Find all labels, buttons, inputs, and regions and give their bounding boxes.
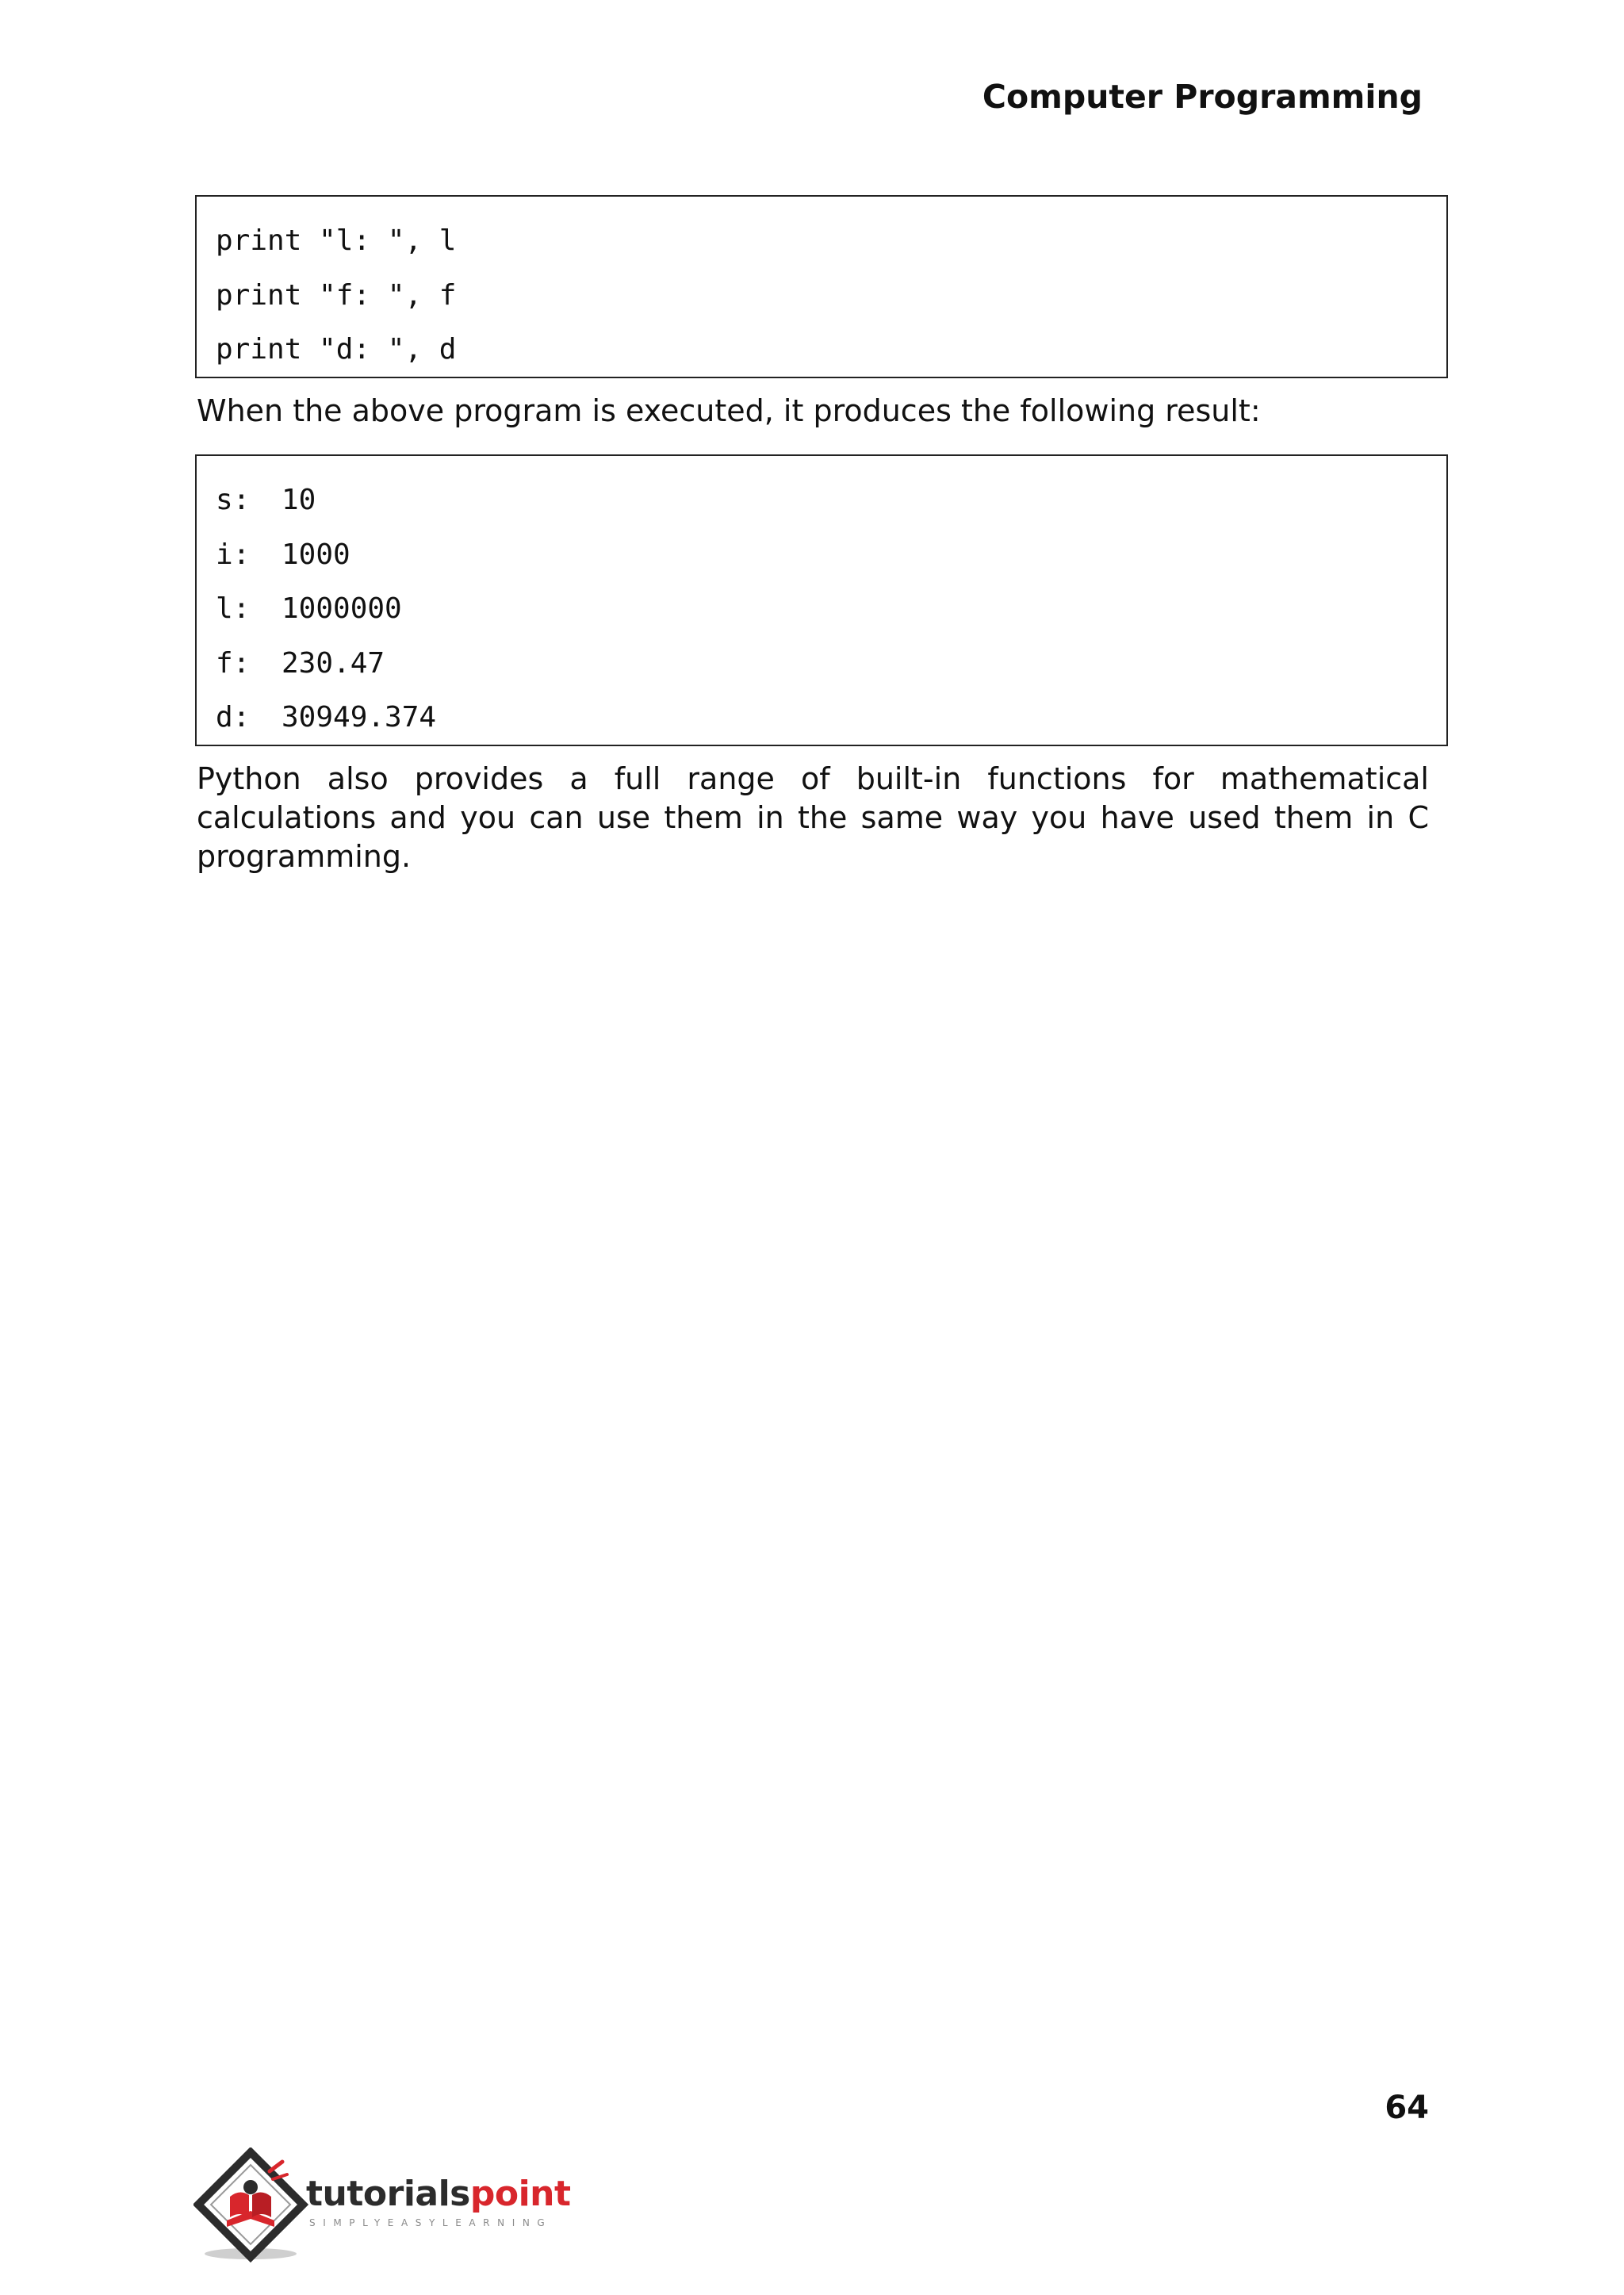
tutorialspoint-logo <box>193 2147 590 2266</box>
code-block <box>195 195 1448 378</box>
output-line <box>216 473 1446 528</box>
page-header-title: Computer Programming <box>982 78 1423 116</box>
logo-wordmark-part2: point <box>469 2174 571 2214</box>
output-value: 10 <box>282 484 316 516</box>
body-paragraph: Python also provides a full range of built-in functions for mathematical calculations and you can use them in the same way you have used them in C programming. <box>197 761 1429 874</box>
output-block <box>195 454 1448 746</box>
output-value: 30949.374 <box>282 701 437 734</box>
intro-text: When the above program is executed, it produces the following result: <box>197 393 1261 428</box>
logo-emblem-icon <box>193 2147 312 2266</box>
output-key: f: <box>216 646 251 680</box>
output-key: d: <box>216 701 251 734</box>
output-line <box>216 637 1446 692</box>
code-line: print "l: ", l <box>216 224 457 257</box>
output-value: 1000000 <box>282 592 402 625</box>
output-line <box>216 582 1446 637</box>
output-value: 230.47 <box>282 646 385 680</box>
logo-tagline: SIMPLYEASYLEARNING <box>309 2217 553 2228</box>
code-line: print "d: ", d <box>216 333 457 366</box>
logo-wordmark <box>306 2174 571 2214</box>
output-value: 1000 <box>282 538 350 571</box>
output-line <box>216 528 1446 583</box>
logo-wordmark-part1: tutorials <box>306 2174 470 2214</box>
output-key: l: <box>216 592 251 625</box>
page-number: 64 <box>1385 2090 1429 2126</box>
output-line <box>216 691 1446 745</box>
output-key: i: <box>216 538 251 571</box>
output-key: s: <box>216 484 251 516</box>
code-line: print "f: ", f <box>216 278 457 312</box>
